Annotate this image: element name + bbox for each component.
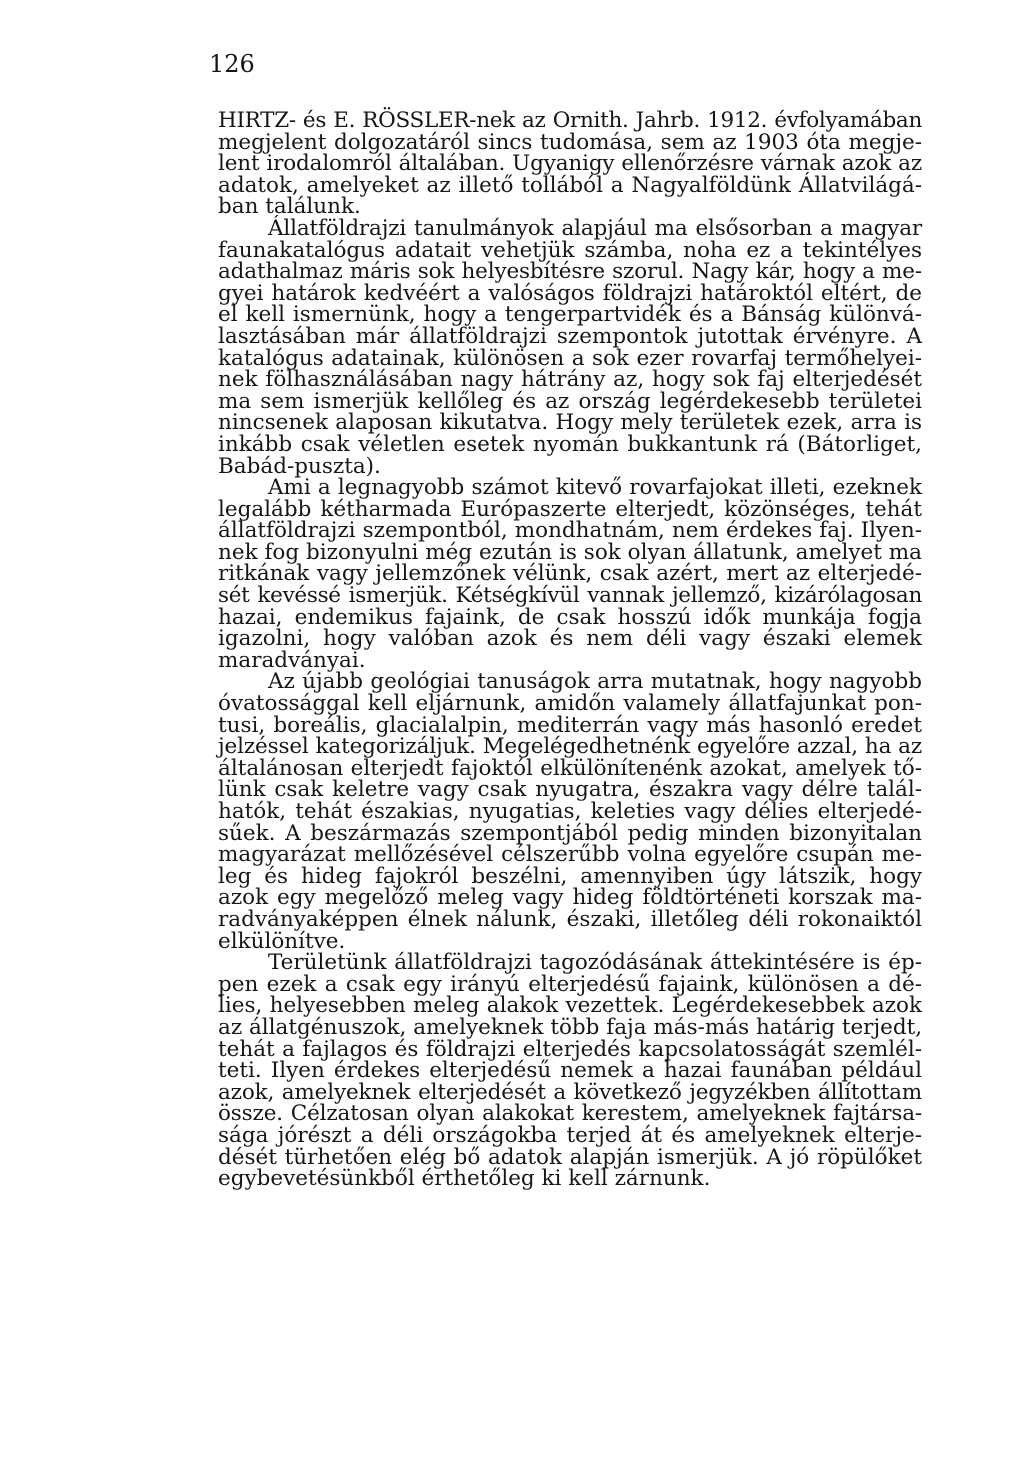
- text-line: teti. Ilyen érdekes elterjedésű nemek a hazai faunában például: [218, 1058, 922, 1084]
- text-line: dését türhetően elég bő adatok alapján ismerjük. A jó röpülőket: [218, 1144, 922, 1170]
- text-line: adatok, amelyeket az illető tollából a Nagyalföldünk Állatvilágá-: [218, 172, 922, 198]
- text-line: hazai, endemikus fajaink, de csak hosszú idők munkája fogja: [218, 604, 922, 630]
- text-line: ban találunk.: [218, 194, 361, 220]
- text-line: általánosan elterjedt fajoktól elkülönítenénk azokat, amelyek tő-: [218, 755, 922, 781]
- text-line: lies, helyesebben meleg alakok vezettek. Legérdekesebbek azok: [218, 993, 922, 1019]
- paragraph: [218, 952, 922, 1190]
- paragraph: [218, 110, 922, 218]
- text-line: leg és hideg fajokról beszélni, amennyiben úgy látszik, hogy: [218, 863, 922, 889]
- text-line: nek fölhasználásában nagy hátrány az, hogy sok faj elterjedését: [218, 367, 922, 393]
- text-line: az állatgénuszok, amelyeknek több faja más-más határig terjedt,: [218, 1014, 923, 1040]
- text-line: sűek. A beszármazás szempontjából pedig minden bizonyitalan: [218, 820, 922, 846]
- text-line: elkülönítve.: [218, 928, 346, 954]
- text-line: Területünk állatföldrajzi tagozódásának áttekintésére is ép-: [268, 950, 922, 976]
- text-line: maradványai.: [218, 647, 366, 673]
- text-line: hatók, tehát északias, nyugatias, keleties vagy délies elterjedé-: [218, 799, 922, 824]
- text-line: radványaképpen élnek nálunk, északi, illetőleg déli rokonaiktól: [218, 906, 922, 932]
- text-line: össze. Célzatosan olyan alakokat kerestem, amelyeknek fajtársa-: [218, 1101, 922, 1127]
- text-line: tusi, boreális, glacialalpin, mediterrán vagy más hasonló eredet: [218, 712, 922, 738]
- text-line: állatföldrajzi szempontból, mondhatnám, nem érdekes faj. Ilyen-: [218, 518, 922, 544]
- text-line: tehát a fajlagos és földrajzi elterjedés kapcsolatosságát szemlél-: [218, 1036, 922, 1062]
- text-line: azok, amelyeknek elterjedését a következő jegyzékben állítottam: [218, 1079, 922, 1105]
- text-line: gyei határok kedvéért a valóságos földrajzi határoktól eltért, de: [218, 280, 922, 306]
- text-line: lünk csak keletre vagy csak nyugatra, északra vagy délre talál-: [218, 777, 922, 803]
- text-line: lent irodalomról általában. Ugyanigy ellenőrzésre várnak azok az: [218, 151, 922, 177]
- paragraph: [218, 477, 922, 671]
- text-line: el kell ismernünk, hogy a tengerpartvidék és a Bánság különvá-: [218, 302, 922, 328]
- text-line: ma sem ismerjük kellőleg és az ország legérdekesebb területei: [218, 388, 922, 414]
- text-line: Állatföldrajzi tanulmányok alapjául ma elsősorban a magyar: [268, 215, 922, 241]
- text-line: nincsenek alaposan kikutatva. Hogy mely területek ezek, arra is: [218, 410, 922, 436]
- text-line: sét kevéssé ismerjük. Kétségkívül vannak jellemző, kizárólagosan: [218, 583, 922, 609]
- text-line: inkább csak véletlen esetek nyomán bukkantunk rá (Bátorliget,: [218, 431, 922, 457]
- text-line: legalább kétharmada Európaszerte elterjedt, közönséges, tehát: [218, 496, 922, 522]
- paragraph: [218, 671, 922, 952]
- text-line: ritkának vagy jellemzőnek vélünk, csak azért, mert az elterjedé-: [218, 561, 922, 587]
- text-line: egybevetésünkből érthetőleg ki kell zárnunk.: [218, 1166, 711, 1192]
- text-line: Babád-puszta).: [218, 453, 381, 479]
- text-line: óvatossággal kell eljárnunk, amidőn valamely állatfajunkat pon-: [218, 691, 922, 717]
- text-line: lasztásában már állatföldrajzi szempontok jutottak érvényre. A: [218, 323, 922, 349]
- text-line: nek fog bizonyulni még ezután is sok olyan állatunk, amelyet ma: [218, 539, 922, 565]
- paragraph: [218, 215, 922, 479]
- page-number: 126: [209, 50, 255, 78]
- text-line: sága jórészt a déli országokba terjed át és amelyeknek elterje-: [218, 1122, 922, 1148]
- text-line: megjelent dolgozatáról sincs tudomása, sem az 1903 óta megje-: [218, 129, 922, 155]
- text-line: azok egy megelőző meleg vagy hideg földtörténeti korszak ma-: [218, 885, 922, 911]
- text-line: Ami a legnagyobb számot kitevő rovarfajokat illeti, ezeknek: [268, 475, 922, 501]
- text-line: magyarázat mellőzésével célszerűbb volna egyelőre csupán me-: [218, 842, 922, 868]
- body-text: [218, 110, 922, 1190]
- text-line: faunakatalógus adatait vehetjük számba, noha ez a tekintélyes: [218, 237, 922, 263]
- text-line: Az újabb geológiai tanuságok arra mutatnak, hogy nagyobb: [268, 669, 922, 695]
- text-line: jelzéssel kategorizáljuk. Megelégedhetnénk egyelőre azzal, ha az: [218, 734, 922, 760]
- text-line: katalógus adatainak, különösen a sok ezer rovarfaj termőhelyei-: [218, 345, 922, 371]
- text-line: adathalmaz máris sok helyesbítésre szorul. Nagy kár, hogy a me-: [218, 259, 922, 285]
- text-line: igazolni, hogy valóban azok és nem déli vagy északi elemek: [218, 626, 922, 652]
- text-line: pen ezek a csak egy irányú elterjedésű fajaink, különösen a dé-: [218, 971, 922, 997]
- text-line: HIRTZ- és E. RÖSSLER-nek az Ornith. Jahrb. 1912. évfolyamában: [218, 108, 922, 133]
